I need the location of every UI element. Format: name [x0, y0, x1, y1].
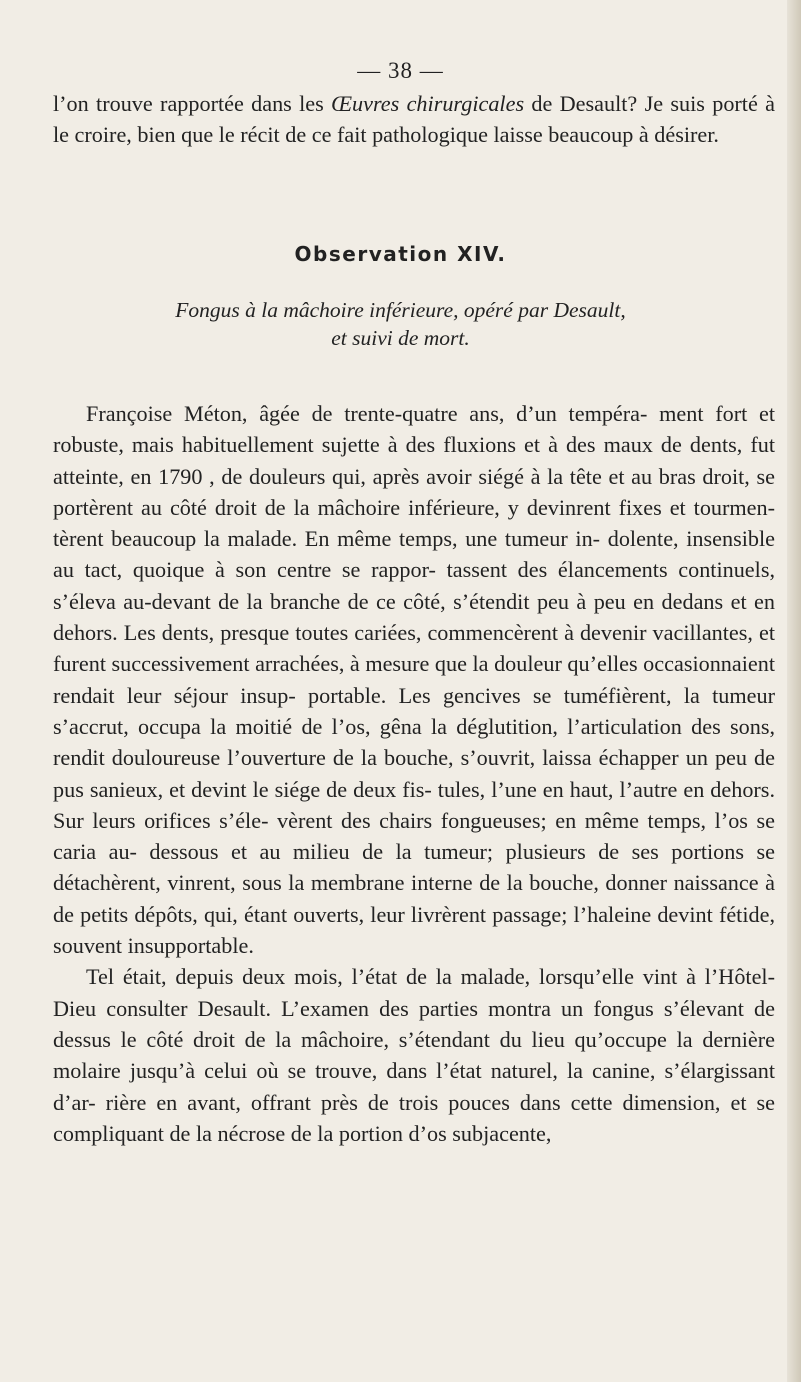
intro-text-start: l’on trouve rapportée dans les [53, 91, 332, 116]
work-title: Œuvres chirurgicales [331, 91, 525, 116]
page-edge [787, 0, 801, 1382]
observation-subtitle [0, 296, 801, 352]
observation-heading: Observation XIV. [294, 242, 507, 266]
intro-text-end: de Desault? Je suis porté à le croire, bien que le récit de ce fait pathologique laisse beaucoup à désirer. [53, 91, 775, 148]
page-number: — 38 — [357, 58, 444, 83]
subtitle-line-2: et suivi de mort. [331, 326, 470, 350]
observation-body [53, 398, 775, 1149]
paragraph-1: Françoise Méton, âgée de trente-quatre ans, d’un tempéra- ment fort et robuste, mais habituellement sujette à des fluxions et à des maux de dents, fut atteinte, en 1790 , de douleurs qui, après avoir siégé à la tête et au bras droit, se portèrent au côté droit de la mâchoire inférieure, y devinrent fixes et tourmen- tèrent beaucoup la malade. En même temps, une tumeur in- dolente, insensible au tact, quoique à son centre se rappor- tassent des élancements continuels, s’éleva au-devant de la branche de ce côté, s’étendit peu à peu en dedans et en dehors. Les dents, presque toutes cariées, commencèrent à devenir vacillantes, et furent successivement arrachées, à mesure que la douleur qu’elles occasionnaient rendait leur séjour insup- portable. Les gencives se tuméfièrent, la tumeur s’accrut, occupa la moitié de l’os, gêna la déglutition, l’articulation des sons, rendit douloureuse l’ouverture de la bouche, s’ouvrit, laissa échapper un peu de pus sanieux, et devint le siége de deux fis- tules, l’une en haut, l’autre en dehors. Sur leurs orifices s’éle- vèrent des chairs fongueuses; en même temps, l’os se caria au- dessous et au milieu de la tumeur; plusieurs de ses portions se détachèrent, vinrent, sous la membrane interne de la bouche, donner naissance à de petits dépôts, qui, étant ouverts, leur livrèrent passage; l’haleine devint fétide, souvent insupportable. [53, 401, 776, 959]
subtitle-line-1: Fongus à la mâchoire inférieure, opéré par Desault, [175, 298, 626, 322]
paragraph-2: Tel était, depuis deux mois, l’état de la malade, lorsqu’elle vint à l’Hôtel-Dieu consulter Desault. L’examen des parties montra un fongus s’élevant de dessus le côté droit de la mâchoire, s’étendant du lieu qu’occupe la dernière molaire jusqu’à celui où se trouve, dans l’état naturel, la canine, s’élargissant d’ar- rière en avant, offrant près de trois pouces dans cette dimension, et se compliquant de la nécrose de la portion d’os subjacente, [53, 964, 775, 1146]
intro-paragraph [53, 88, 775, 151]
